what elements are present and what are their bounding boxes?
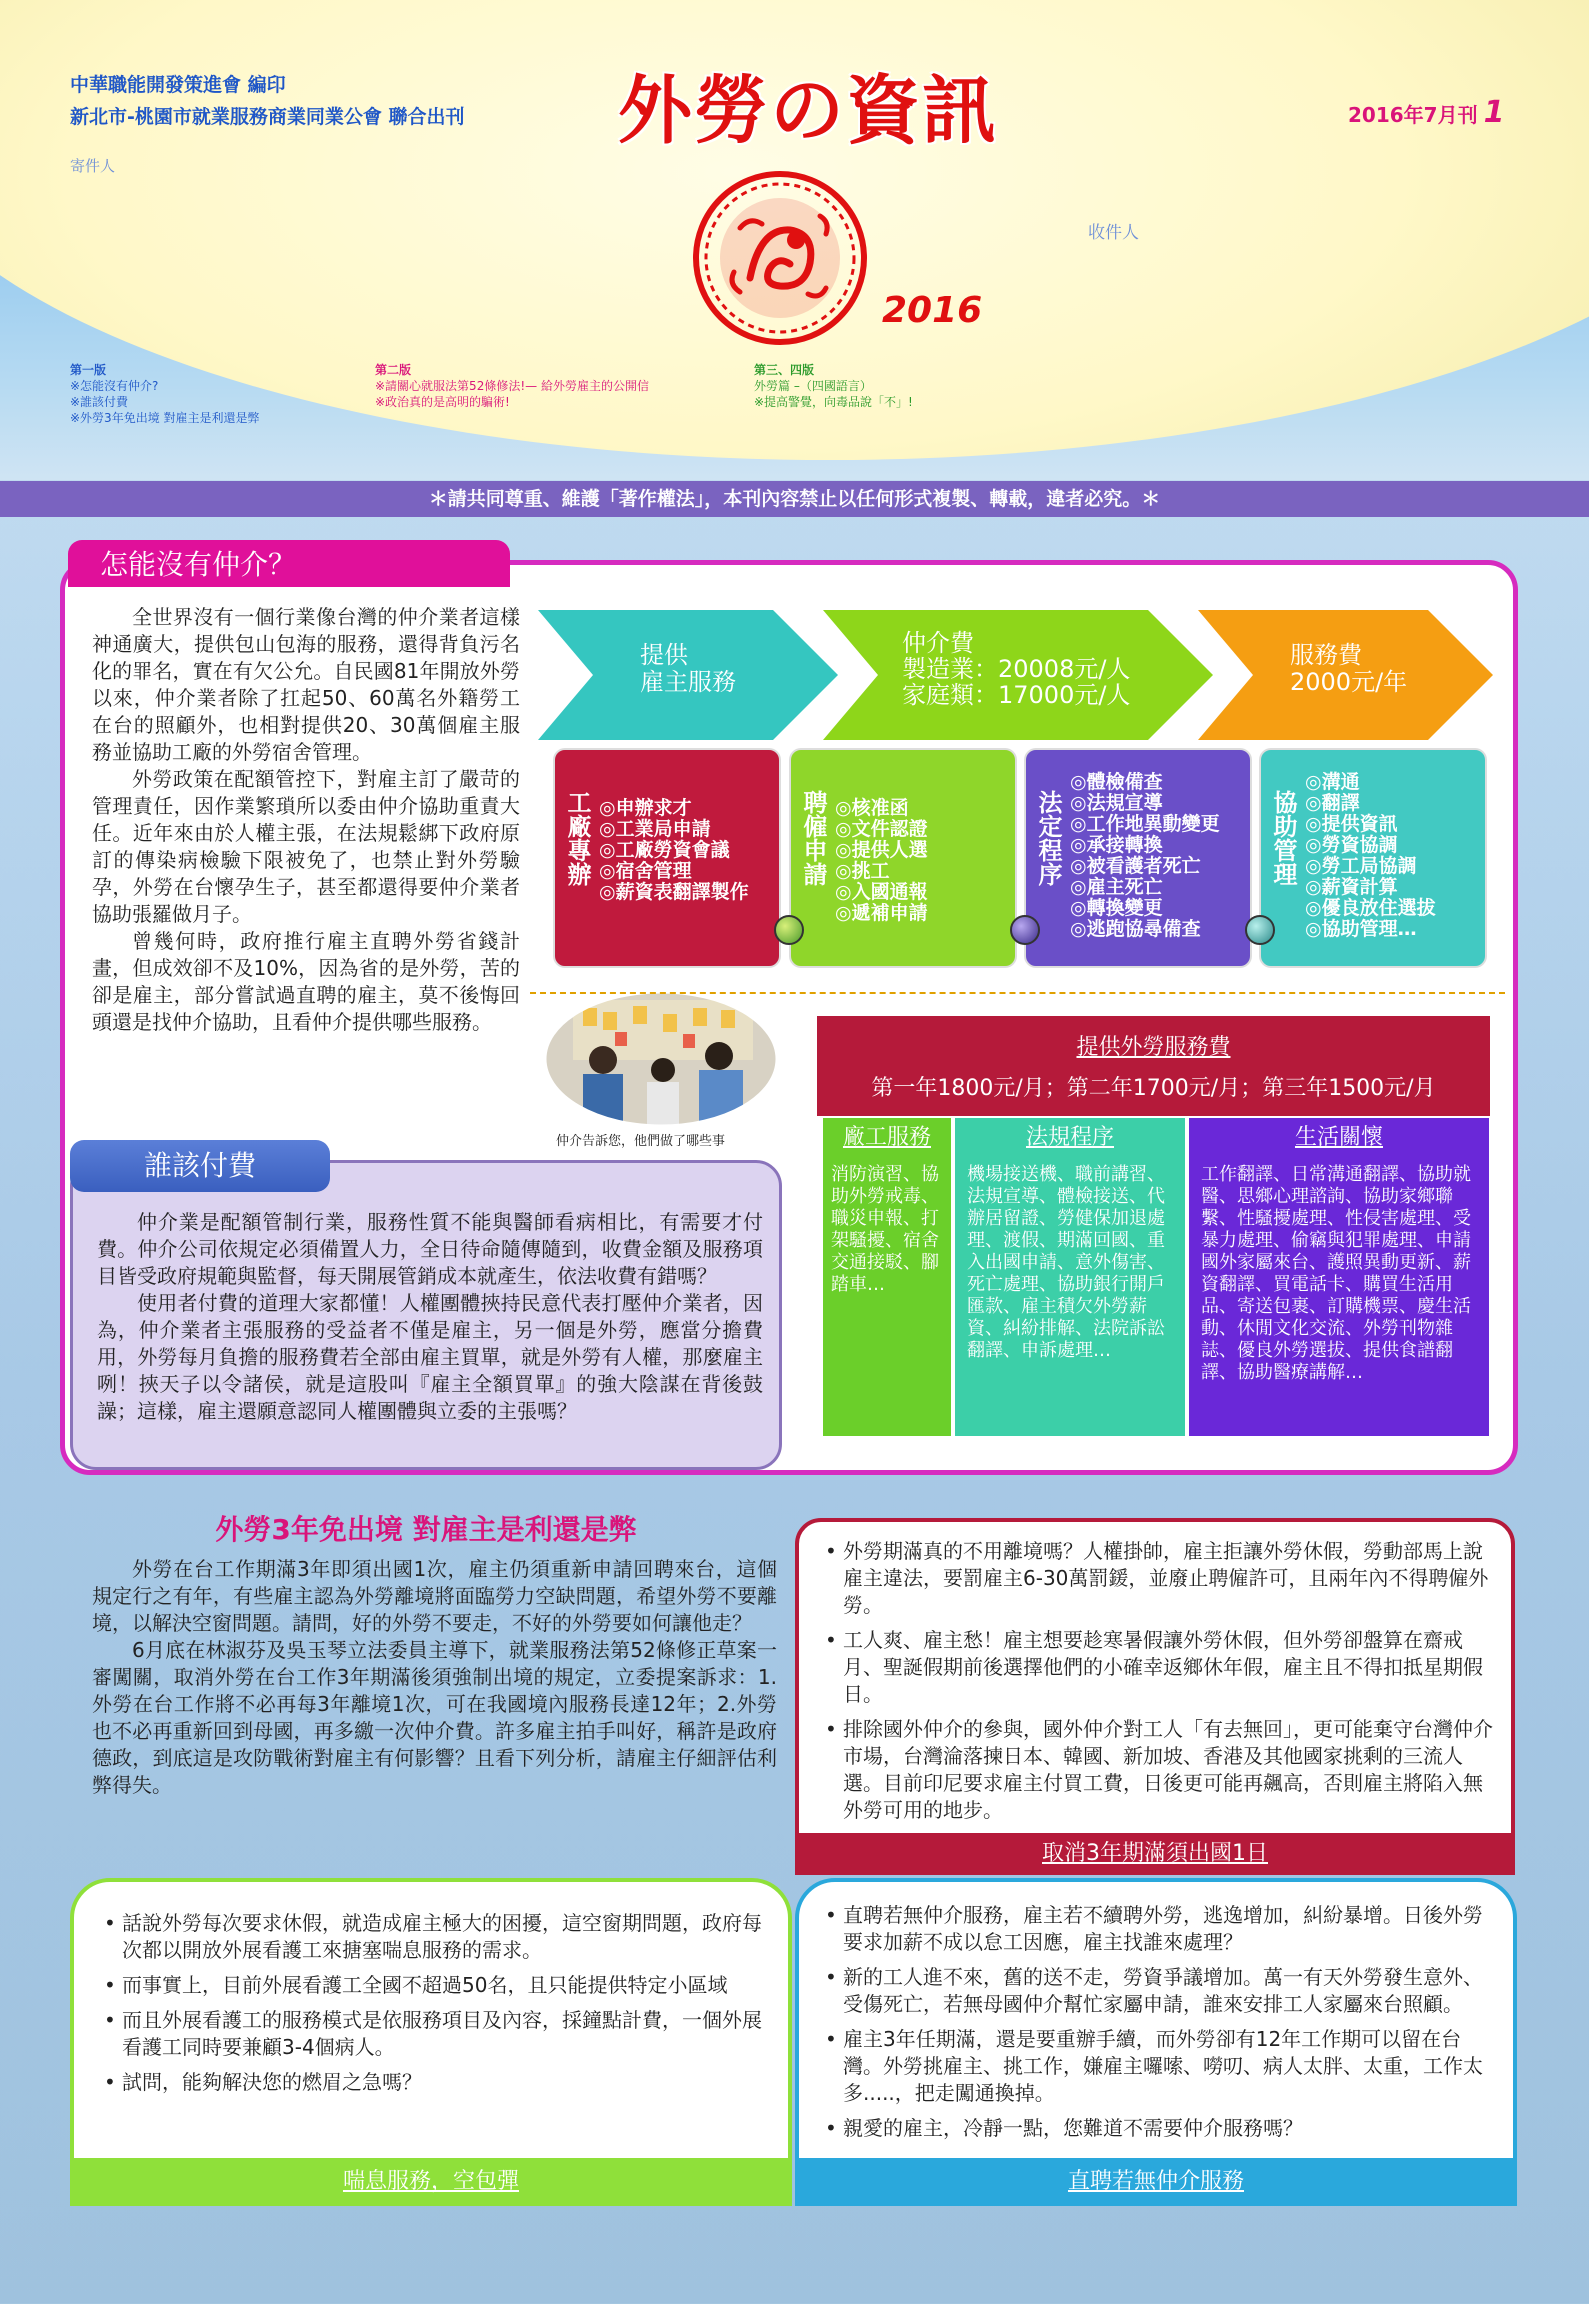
fee-column-life (1189, 1118, 1489, 1436)
consequence-box-footer: 取消3年期滿須出國1日 (795, 1833, 1515, 1875)
box-title: 工廠專辦 (563, 790, 591, 886)
publisher-line: 中華職能開發策進會 編印 (70, 74, 286, 96)
respite-box-footer: 喘息服務，空包彈 (70, 2158, 792, 2206)
service-box-factory: 工廠專辦 ◎申辦求才 ◎工業局申請 ◎工廠勞資會議 ◎宿舍管理 ◎薪資表翻譯製作 (553, 748, 781, 968)
consequence-box (795, 1518, 1515, 1838)
dashed-divider (530, 992, 1505, 994)
paragraph: 外勞政策在配額管控下，對雇主訂了嚴苛的管理責任，因作業繁瑣所以委由仲介協助重責大任。近年來由於人權主張，在法規鬆綁下政府原訂的傳染病檢驗下限被免了，也禁止對外勞驗孕，外勞在台懷孕生子，甚至都還得要仲介業者協助張羅做月子。 (92, 767, 520, 926)
toc-item: 外勞篇 –（四國語言） (754, 379, 872, 393)
fee-column-text: 消防演習、協助外勞戒毒、職災申報、打架騷擾、宿舍交通接駁、腳踏車… (831, 1164, 939, 1295)
toc-column-3 (754, 362, 1054, 410)
agency-staff-photo (543, 990, 779, 1128)
bullet-item: • 親愛的雇主，冷靜一點，您難道不需要仲介服務嗎？ (823, 2115, 1495, 2142)
chevron-3-label: 服務費 2000元/年 (1290, 641, 1408, 696)
bullet-item: • 排除國外仲介的參與，國外仲介對工人「有去無回」，更可能棄守台灣仲介市場，台灣淪落揀日本、韓國、新加坡、香港及其他國家挑剩的三流人選。目前印尼要求雇主付買工費，日後更可能再飆高，否則雇主將陷入無外勞可用的地步。 (823, 1716, 1495, 1824)
photo-caption: 仲介告訴您，他們做了哪些事 (556, 1134, 726, 1149)
respite-service-box (70, 1878, 792, 2178)
toc-item: ※提高警覺，向毒品說「不」! (754, 395, 913, 409)
article3-title: 外勞3年免出境 對雇主是利還是弊 (215, 1513, 637, 1546)
issue-date: 2016年7月刊 1 (1348, 95, 1505, 130)
box-title: 法定程序 (1034, 790, 1062, 886)
bullet-item: • 直聘若無仲介服務，雇主若不續聘外勞，逃逸增加，糾紛暴增。日後外勞要求加薪不成以怠工因應，雇主找誰來處理？ (823, 1902, 1495, 1956)
section1-title: 怎能沒有仲介？ (68, 540, 510, 590)
fee-column-legal (955, 1118, 1185, 1436)
section1-body (92, 604, 520, 1036)
bullet-item: • 而事實上，目前外展看護工全國不超過50名，且只能提供特定小區域 (102, 1972, 768, 1999)
toc-heading: 第二版 (375, 363, 412, 377)
chevron-2-label: 仲介費 製造業：20008元/人 家庭類：17000元/人 (902, 629, 1131, 709)
fee-column-text: 工作翻譯、日常溝通翻譯、協助就醫、思鄉心理諮詢、協助家鄉聯繫、性騷擾處理、性侵害處理、受暴力處理、偷竊與犯罪處理、申請國外家屬來台、護照異動更新、薪資翻譯、買電話卡、購買生活用品、寄送包裹、訂購機票、慶生活動、休閒文化交流、外勞刊物雜誌、優良外勞選拔、提供食譜翻譯、協助醫療講解… (1201, 1164, 1471, 1383)
copyright-banner: ＊請共同尊重、維護「著作權法」，本刊內容禁止以任何形式複製、轉載，違者必究。＊ (0, 481, 1589, 517)
newsletter-title: 外勞の資訊 (618, 68, 998, 154)
bullet-item: • 新的工人進不來，舊的送不走，勞資爭議增加。萬一有天外勞發生意外、受傷死亡，若無母國仲介幫忙家屬申請，誰來安排工人家屬來台照顧。 (823, 1964, 1495, 2018)
co-publisher-line: 新北市-桃園市就業服務商業同業公會 聯合出刊 (70, 106, 465, 128)
who-pays-title: 誰該付費 (70, 1140, 330, 1192)
paragraph: 仲介業是配額管制行業，服務性質不能與醫師看病相比，有需要才付費。仲介公司依規定必須備置人力，全日待命隨傳隨到，收費金額及服務項目皆受政府規範與監督，每天開展管銷成本就產生，依法收費有錯嗎？ (97, 1210, 763, 1288)
service-box-management: 協助管理 ◎溝通 ◎翻譯 ◎提供資訊 ◎勞資協調 ◎勞工局協調 ◎薪資計算 ◎優良放住選拔 ◎協助管理… (1259, 748, 1487, 968)
page-number: 1 (1483, 95, 1505, 130)
bullet-item: • 而且外展看護工的服務模式是依服務項目及內容，採鐘點計費，一個外展看護工同時要兼顧3-4個病人。 (102, 2007, 768, 2061)
bullet-item: • 外勞期滿真的不用離境嗎？人權掛帥，雇主拒讓外勞休假，勞動部馬上說雇主違法，要罰雇主6-30萬罰鍰，並廢止聘僱許可，且兩年內不得聘僱外勞。 (823, 1538, 1495, 1619)
direct-hire-box (795, 1878, 1517, 2178)
bullet-item: • 試問，能夠解決您的燃眉之急嗎？ (102, 2069, 768, 2096)
fee-column-header: 廠工服務 (842, 1125, 931, 1150)
fee-schedule: 第一年1800元/月；第二年1700元/月；第三年1500元/月 (871, 1076, 1436, 1101)
bullet-item: • 話說外勞每次要求休假，就造成雇主極大的困擾，這空窗期問題，政府每次都以開放外展看護工來搪塞喘息服務的需求。 (102, 1910, 768, 1964)
bullet-item: • 工人爽、雇主愁！雇主想要趁寒暑假讓外勞休假，但外勞卻盤算在齋戒月、聖誕假期前後選擇他們的小確幸返鄉休年假，雇主且不得扣抵星期假日。 (823, 1627, 1495, 1708)
connector-ball (774, 915, 804, 945)
toc-heading: 第一版 (70, 363, 107, 377)
toc-item: ※政治真的是高明的騙術! (375, 395, 510, 409)
service-fee-header (817, 1016, 1490, 1116)
service-box-hiring: 聘僱申請 ◎核准函 ◎文件認證 ◎提供人選 ◎挑工 ◎入國通報 ◎遞補申請 (789, 748, 1017, 968)
paragraph: 曾幾何時，政府推行雇主直聘外勞省錢計畫，但成效卻不及10%，因為省的是外勞，苦的卻是雇主，部分嘗試過直聘的雇主，莫不後悔回頭還是找仲介協助，且看仲介提供哪些服務。 (92, 929, 520, 1034)
paragraph: 使用者付費的道理大家都懂！人權團體挾持民意代表打壓仲介業者，因為，仲介業者主張服務的受益者不僅是雇主，另一個是外勞，應當分擔費用，外勞每月負擔的服務費若全部由雇主買單，就是外勞有人權，那麼雇主咧！挾天子以令諸侯，就是這股叫『雇主全額買單』的強大陰謀在背後鼓譟；這樣，雇主還願意認同人權團體與立委的主張嗎？ (97, 1291, 763, 1423)
toc-column-2 (375, 362, 735, 410)
paragraph: 6月底在林淑芬及吳玉琴立法委員主導下，就業服務法第52條修正草案一審闖關，取消外勞在台工作3年期滿後須強制出境的規定，立委提案訴求：1.外勞在台工作將不必再每3年離境1次，可在我國境內服務長達12年；2.外勞也不必再重新回到母國，再多繳一次仲介費。許多雇主拍手叫好，稱許是政府德政，到底這是攻防戰術對雇主有何影響？且看下列分析，請雇主仔細評估利弊得失。 (92, 1638, 777, 1797)
sender-label: 寄件人 (70, 157, 116, 175)
paragraph: 外勞在台工作期滿3年即須出國1次，雇主仍須重新申請回聘來台，這個規定行之有年，有些雇主認為外勞離境將面臨勞力空缺問題，希望外勞不要離境，以解決空窗問題。請問，好的外勞不要走，不好的外勞要如何讓他走？ (92, 1557, 777, 1635)
toc-item: ※請關心就服法第52條修法!— 給外勞雇主的公開信 (375, 379, 649, 393)
who-pays-box (70, 1160, 782, 1470)
article3-body (92, 1556, 777, 1799)
connector-ball (1245, 915, 1275, 945)
recipient-label: 收件人 (1088, 223, 1139, 243)
toc-item: ※外勞3年免出境 對雇主是利還是弊 (70, 411, 260, 425)
service-box-legal: 法定程序 ◎體檢備查 ◎法規宣導 ◎工作地異動變更 ◎承接轉換 ◎被看護者死亡 ◎雇主死亡 ◎轉換變更 ◎逃跑協尋備查 (1024, 748, 1252, 968)
toc-heading: 第三、四版 (754, 363, 815, 377)
fee-title: 提供外勞服務費 (1076, 1035, 1231, 1060)
box-title: 聘僱申請 (799, 790, 827, 886)
box-title: 協助管理 (1269, 790, 1297, 886)
chevron-1-label: 提供 雇主服務 (640, 641, 736, 696)
fee-column-header: 法規程序 (1025, 1125, 1114, 1150)
paragraph: 全世界沒有一個行業像台灣的仲介業者這樣神通廣大，提供包山包海的服務，還得背負污名化的罪名，實在有欠公允。自民國81年開放外勞以來，仲介業者除了扛起50、60萬名外籍勞工在台的照顧外，也相對提供20、30萬個雇主服務並協助工廠的外勞宿舍管理。 (92, 605, 520, 764)
toc-item: ※誰該付費 (70, 395, 129, 409)
connector-ball (1010, 915, 1040, 945)
fee-column-header: 生活關懷 (1294, 1125, 1383, 1150)
bullet-item: • 雇主3年任期滿，還是要重辦手續，而外勞卻有12年工作期可以留在台灣。外勞挑雇主、挑工作，嫌雇主囉嗦、嘮叨、病人太胖、太重，工作太多.....，把走闖通換掉。 (823, 2026, 1495, 2107)
fee-column-text: 機場接送機、職前講習、法規宣導、體檢接送、代辦居留證、勞健保加退處理、渡假、期滿回國、重入出國申請、意外傷害、死亡處理、協助銀行開戶匯款、雇主積欠外勞薪資、糾紛排解、法院訴訟翻譯、申訴處理… (967, 1164, 1165, 1361)
toc-item: ※怎能沒有仲介? (70, 379, 159, 393)
fee-column-factory (823, 1118, 951, 1436)
monkey-papercut-emblem (690, 168, 870, 348)
issue-year: 2016 (882, 290, 983, 331)
direct-hire-box-footer: 直聘若無仲介服務 (795, 2158, 1517, 2206)
toc-column-1 (70, 362, 370, 426)
